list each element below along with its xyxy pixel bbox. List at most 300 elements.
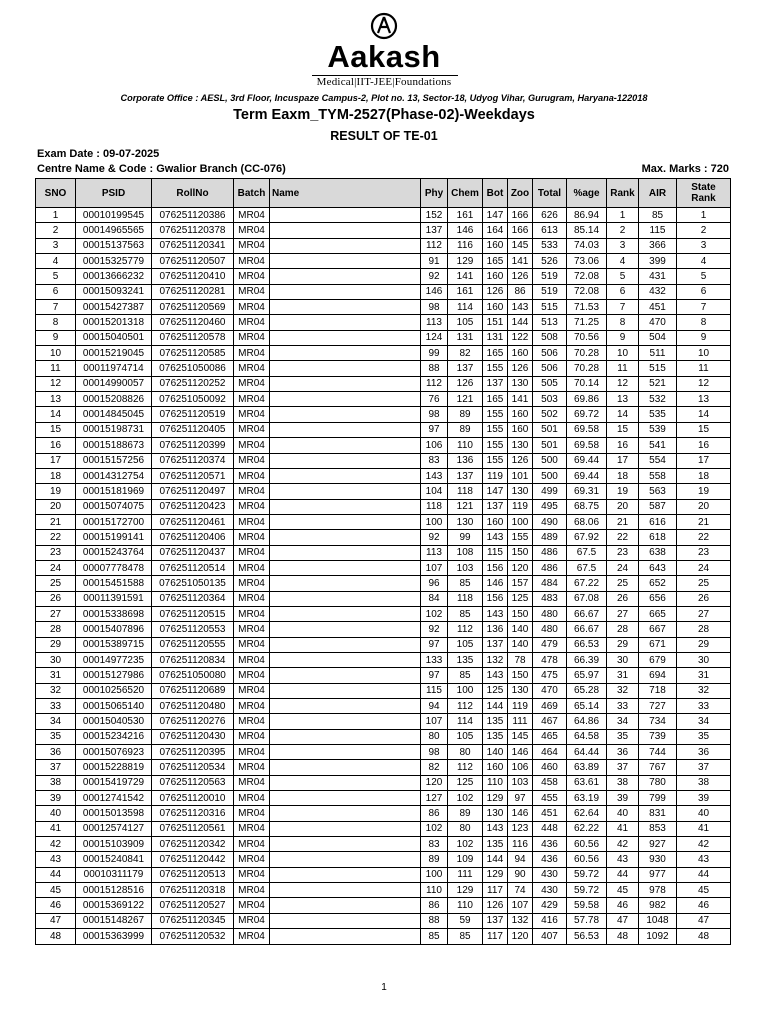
cell-chem: 135: [448, 652, 483, 667]
cell-chem: 131: [448, 330, 483, 345]
cell-bot: 143: [483, 606, 508, 621]
cell-batch: MR04: [234, 376, 270, 391]
cell-total: 448: [533, 821, 567, 836]
table-row: [36, 208, 731, 223]
cell-rollno: 076251120555: [152, 637, 234, 652]
cell-rank: 41: [607, 821, 639, 836]
cell-psid: 00015407896: [76, 622, 152, 637]
cell-rollno: 076251120553: [152, 622, 234, 637]
cell-phy: 76: [421, 392, 448, 407]
cell-rank: 38: [607, 775, 639, 790]
cell-psid: 00010256520: [76, 683, 152, 698]
table-row: [36, 729, 731, 744]
cell-rank: 25: [607, 576, 639, 591]
cell-psid: 00010311179: [76, 867, 152, 882]
cell-psid: 00015325779: [76, 254, 152, 269]
cell-zoo: 146: [508, 745, 533, 760]
cell-air: 665: [639, 606, 677, 621]
cell-bot: 156: [483, 560, 508, 575]
cell-percentage: 68.75: [567, 499, 607, 514]
cell-zoo: 103: [508, 775, 533, 790]
cell-rollno: 076251120563: [152, 775, 234, 790]
cell-bot: 137: [483, 913, 508, 928]
cell-sno: 37: [36, 760, 76, 775]
cell-chem: 112: [448, 622, 483, 637]
cell-phy: 104: [421, 484, 448, 499]
cell-percentage: 59.72: [567, 867, 607, 882]
cell-state-rank: 12: [677, 376, 731, 391]
cell-air: 541: [639, 438, 677, 453]
table-row: [36, 223, 731, 238]
cell-air: 399: [639, 254, 677, 269]
cell-percentage: 63.19: [567, 791, 607, 806]
cell-name: [270, 330, 421, 345]
cell-total: 503: [533, 392, 567, 407]
cell-bot: 151: [483, 315, 508, 330]
cell-rollno: 076251120461: [152, 514, 234, 529]
cell-air: 535: [639, 407, 677, 422]
cell-sno: 17: [36, 453, 76, 468]
column-header-chem: Chem: [448, 179, 483, 208]
cell-psid: 00015228819: [76, 760, 152, 775]
cell-zoo: 132: [508, 913, 533, 928]
cell-batch: MR04: [234, 499, 270, 514]
cell-rollno: 076251050080: [152, 668, 234, 683]
cell-sno: 22: [36, 530, 76, 545]
cell-state-rank: 44: [677, 867, 731, 882]
cell-zoo: 120: [508, 929, 533, 944]
cell-batch: MR04: [234, 622, 270, 637]
column-header-bot: Bot: [483, 179, 508, 208]
cell-phy: 112: [421, 238, 448, 253]
column-header-psid: PSID: [76, 179, 152, 208]
cell-zoo: 160: [508, 407, 533, 422]
cell-sno: 44: [36, 867, 76, 882]
table-row: [36, 622, 731, 637]
cell-total: 519: [533, 269, 567, 284]
cell-percentage: 60.56: [567, 837, 607, 852]
cell-sno: 20: [36, 499, 76, 514]
cell-rank: 44: [607, 867, 639, 882]
cell-zoo: 143: [508, 300, 533, 315]
cell-bot: 155: [483, 453, 508, 468]
column-header-name: Name: [270, 179, 421, 208]
cell-zoo: 94: [508, 852, 533, 867]
cell-zoo: 86: [508, 284, 533, 299]
cell-rollno: 076251120378: [152, 223, 234, 238]
cell-name: [270, 683, 421, 698]
cell-name: [270, 637, 421, 652]
column-header-phy: Phy: [421, 179, 448, 208]
cell-sno: 35: [36, 729, 76, 744]
table-row: [36, 668, 731, 683]
cell-name: [270, 699, 421, 714]
cell-bot: 125: [483, 683, 508, 698]
cell-bot: 137: [483, 637, 508, 652]
table-row: [36, 484, 731, 499]
cell-zoo: 106: [508, 760, 533, 775]
cell-phy: 113: [421, 315, 448, 330]
cell-sno: 39: [36, 791, 76, 806]
cell-psid: 00015427387: [76, 300, 152, 315]
cell-rollno: 076251120578: [152, 330, 234, 345]
cell-chem: 108: [448, 545, 483, 560]
cell-chem: 111: [448, 867, 483, 882]
cell-total: 429: [533, 898, 567, 913]
cell-air: 694: [639, 668, 677, 683]
cell-bot: 115: [483, 545, 508, 560]
cell-zoo: 157: [508, 576, 533, 591]
cell-sno: 19: [36, 484, 76, 499]
cell-percentage: 66.53: [567, 637, 607, 652]
cell-zoo: 97: [508, 791, 533, 806]
cell-rollno: 076251120532: [152, 929, 234, 944]
cell-psid: 00014312754: [76, 468, 152, 483]
cell-total: 513: [533, 315, 567, 330]
cell-state-rank: 19: [677, 484, 731, 499]
cell-chem: 109: [448, 852, 483, 867]
cell-state-rank: 45: [677, 883, 731, 898]
cell-rank: 27: [607, 606, 639, 621]
cell-psid: 00015243764: [76, 545, 152, 560]
cell-sno: 26: [36, 591, 76, 606]
cell-state-rank: 7: [677, 300, 731, 315]
cell-air: 532: [639, 392, 677, 407]
cell-zoo: 166: [508, 208, 533, 223]
cell-state-rank: 11: [677, 361, 731, 376]
cell-name: [270, 223, 421, 238]
cell-phy: 102: [421, 821, 448, 836]
cell-percentage: 59.72: [567, 883, 607, 898]
cell-rollno: 076251120342: [152, 837, 234, 852]
table-row: [36, 346, 731, 361]
cell-phy: 118: [421, 499, 448, 514]
cell-total: 470: [533, 683, 567, 698]
cell-psid: 00015127986: [76, 668, 152, 683]
cell-name: [270, 791, 421, 806]
cell-batch: MR04: [234, 867, 270, 882]
cell-sno: 12: [36, 376, 76, 391]
cell-percentage: 67.92: [567, 530, 607, 545]
cell-phy: 152: [421, 208, 448, 223]
cell-psid: 00015240841: [76, 852, 152, 867]
cell-state-rank: 31: [677, 668, 731, 683]
table-row: [36, 560, 731, 575]
cell-rollno: 076251120519: [152, 407, 234, 422]
cell-total: 416: [533, 913, 567, 928]
cell-sno: 24: [36, 560, 76, 575]
cell-psid: 00015157256: [76, 453, 152, 468]
cell-chem: 99: [448, 530, 483, 545]
cell-bot: 126: [483, 898, 508, 913]
cell-psid: 00015198731: [76, 422, 152, 437]
cell-name: [270, 606, 421, 621]
cell-zoo: 130: [508, 438, 533, 453]
cell-rank: 21: [607, 514, 639, 529]
cell-psid: 00015040530: [76, 714, 152, 729]
exam-date: Exam Date : 09-07-2025: [37, 148, 160, 160]
cell-total: 464: [533, 745, 567, 760]
cell-psid: 00015199141: [76, 530, 152, 545]
cell-state-rank: 1: [677, 208, 731, 223]
cell-percentage: 63.89: [567, 760, 607, 775]
cell-total: 430: [533, 867, 567, 882]
cell-phy: 92: [421, 269, 448, 284]
cell-bot: 140: [483, 745, 508, 760]
cell-name: [270, 729, 421, 744]
cell-air: 718: [639, 683, 677, 698]
cell-total: 526: [533, 254, 567, 269]
cell-phy: 113: [421, 545, 448, 560]
cell-air: 679: [639, 652, 677, 667]
cell-bot: 164: [483, 223, 508, 238]
cell-percentage: 66.67: [567, 622, 607, 637]
table-row: [36, 422, 731, 437]
cell-zoo: 140: [508, 622, 533, 637]
cell-rollno: 076251120316: [152, 806, 234, 821]
table-row: [36, 269, 731, 284]
cell-bot: 135: [483, 837, 508, 852]
cell-phy: 91: [421, 254, 448, 269]
cell-name: [270, 422, 421, 437]
cell-phy: 82: [421, 760, 448, 775]
cell-rank: 46: [607, 898, 639, 913]
cell-phy: 112: [421, 376, 448, 391]
cell-batch: MR04: [234, 852, 270, 867]
cell-batch: MR04: [234, 775, 270, 790]
cell-state-rank: 17: [677, 453, 731, 468]
cell-percentage: 68.06: [567, 514, 607, 529]
cell-name: [270, 775, 421, 790]
cell-rollno: 076251120834: [152, 652, 234, 667]
cell-psid: 00007778478: [76, 560, 152, 575]
cell-rank: 23: [607, 545, 639, 560]
cell-psid: 00015137563: [76, 238, 152, 253]
cell-rank: 7: [607, 300, 639, 315]
cell-air: 515: [639, 361, 677, 376]
cell-sno: 18: [36, 468, 76, 483]
cell-rank: 43: [607, 852, 639, 867]
cell-percentage: 71.25: [567, 315, 607, 330]
cell-name: [270, 208, 421, 223]
cell-rank: 13: [607, 392, 639, 407]
cell-psid: 00015338698: [76, 606, 152, 621]
cell-name: [270, 453, 421, 468]
cell-bot: 129: [483, 867, 508, 882]
cell-rank: 31: [607, 668, 639, 683]
cell-chem: 129: [448, 254, 483, 269]
cell-zoo: 100: [508, 514, 533, 529]
cell-batch: MR04: [234, 514, 270, 529]
cell-percentage: 71.53: [567, 300, 607, 315]
cell-zoo: 155: [508, 530, 533, 545]
cell-sno: 16: [36, 438, 76, 453]
cell-chem: 59: [448, 913, 483, 928]
cell-bot: 144: [483, 852, 508, 867]
cell-chem: 82: [448, 346, 483, 361]
aakash-emblem-icon: [370, 12, 398, 40]
column-header-state-rank: State Rank: [677, 179, 731, 208]
cell-sno: 1: [36, 208, 76, 223]
cell-psid: 00011391591: [76, 591, 152, 606]
cell-air: 1048: [639, 913, 677, 928]
cell-air: 671: [639, 637, 677, 652]
table-row: [36, 453, 731, 468]
cell-phy: 97: [421, 422, 448, 437]
cell-sno: 34: [36, 714, 76, 729]
cell-chem: 100: [448, 683, 483, 698]
cell-rank: 48: [607, 929, 639, 944]
cell-bot: 130: [483, 806, 508, 821]
cell-rollno: 076251120515: [152, 606, 234, 621]
cell-state-rank: 40: [677, 806, 731, 821]
cell-total: 465: [533, 729, 567, 744]
cell-phy: 98: [421, 407, 448, 422]
cell-psid: 00015181969: [76, 484, 152, 499]
cell-air: 978: [639, 883, 677, 898]
cell-zoo: 111: [508, 714, 533, 729]
cell-rank: 17: [607, 453, 639, 468]
table-row: [36, 760, 731, 775]
cell-bot: 160: [483, 238, 508, 253]
cell-total: 519: [533, 284, 567, 299]
cell-rollno: 076251120318: [152, 883, 234, 898]
cell-total: 506: [533, 346, 567, 361]
cell-percentage: 65.97: [567, 668, 607, 683]
table-row: [36, 714, 731, 729]
cell-chem: 118: [448, 591, 483, 606]
cell-zoo: 119: [508, 699, 533, 714]
cell-bot: 147: [483, 208, 508, 223]
cell-percentage: 69.44: [567, 468, 607, 483]
cell-zoo: 150: [508, 606, 533, 621]
cell-batch: MR04: [234, 545, 270, 560]
cell-percentage: 67.22: [567, 576, 607, 591]
cell-chem: 85: [448, 606, 483, 621]
cell-rank: 32: [607, 683, 639, 698]
cell-rollno: 076251050135: [152, 576, 234, 591]
cell-bot: 135: [483, 714, 508, 729]
cell-rank: 34: [607, 714, 639, 729]
cell-sno: 30: [36, 652, 76, 667]
cell-chem: 102: [448, 837, 483, 852]
cell-rank: 45: [607, 883, 639, 898]
cell-state-rank: 3: [677, 238, 731, 253]
cell-batch: MR04: [234, 745, 270, 760]
cell-batch: MR04: [234, 530, 270, 545]
cell-state-rank: 48: [677, 929, 731, 944]
cell-batch: MR04: [234, 422, 270, 437]
cell-name: [270, 913, 421, 928]
cell-batch: MR04: [234, 791, 270, 806]
cell-chem: 161: [448, 284, 483, 299]
column-header-rank: Rank: [607, 179, 639, 208]
cell-sno: 40: [36, 806, 76, 821]
cell-state-rank: 28: [677, 622, 731, 637]
cell-percentage: 64.58: [567, 729, 607, 744]
cell-psid: 00015234216: [76, 729, 152, 744]
cell-rollno: 076251120534: [152, 760, 234, 775]
cell-zoo: 160: [508, 422, 533, 437]
cell-phy: 80: [421, 729, 448, 744]
cell-batch: MR04: [234, 929, 270, 944]
aakash-logo-mark: [0, 12, 768, 42]
cell-chem: 112: [448, 699, 483, 714]
cell-air: 734: [639, 714, 677, 729]
cell-rank: 26: [607, 591, 639, 606]
cell-state-rank: 14: [677, 407, 731, 422]
cell-batch: MR04: [234, 699, 270, 714]
cell-air: 767: [639, 760, 677, 775]
cell-sno: 21: [36, 514, 76, 529]
cell-psid: 00015369122: [76, 898, 152, 913]
table-row: [36, 745, 731, 760]
cell-name: [270, 407, 421, 422]
cell-bot: 155: [483, 438, 508, 453]
cell-phy: 98: [421, 300, 448, 315]
cell-rollno: 076251120252: [152, 376, 234, 391]
cell-total: 480: [533, 622, 567, 637]
cell-phy: 107: [421, 560, 448, 575]
cell-psid: 00015040501: [76, 330, 152, 345]
cell-rank: 20: [607, 499, 639, 514]
cell-batch: MR04: [234, 652, 270, 667]
cell-phy: 110: [421, 883, 448, 898]
cell-percentage: 70.28: [567, 361, 607, 376]
cell-bot: 160: [483, 514, 508, 529]
cell-name: [270, 576, 421, 591]
cell-bot: 117: [483, 883, 508, 898]
cell-name: [270, 560, 421, 575]
page-number: 1: [381, 982, 387, 993]
cell-state-rank: 6: [677, 284, 731, 299]
cell-state-rank: 5: [677, 269, 731, 284]
table-row: [36, 652, 731, 667]
cell-rollno: 076251120442: [152, 852, 234, 867]
cell-phy: 84: [421, 591, 448, 606]
cell-total: 500: [533, 468, 567, 483]
cell-total: 489: [533, 530, 567, 545]
cell-chem: 116: [448, 238, 483, 253]
cell-batch: MR04: [234, 315, 270, 330]
cell-rollno: 076251120514: [152, 560, 234, 575]
table-row: [36, 898, 731, 913]
cell-state-rank: 8: [677, 315, 731, 330]
cell-air: 554: [639, 453, 677, 468]
cell-name: [270, 714, 421, 729]
cell-rank: 11: [607, 361, 639, 376]
cell-zoo: 107: [508, 898, 533, 913]
cell-chem: 85: [448, 576, 483, 591]
cell-total: 469: [533, 699, 567, 714]
cell-chem: 112: [448, 760, 483, 775]
table-row: [36, 683, 731, 698]
cell-sno: 36: [36, 745, 76, 760]
cell-total: 515: [533, 300, 567, 315]
cell-rollno: 076251120410: [152, 269, 234, 284]
cell-percentage: 66.39: [567, 652, 607, 667]
cell-name: [270, 376, 421, 391]
cell-bot: 165: [483, 346, 508, 361]
cell-air: 504: [639, 330, 677, 345]
cell-phy: 143: [421, 468, 448, 483]
cell-psid: 00015076923: [76, 745, 152, 760]
cell-rollno: 076251050086: [152, 361, 234, 376]
cell-state-rank: 29: [677, 637, 731, 652]
cell-sno: 32: [36, 683, 76, 698]
cell-state-rank: 43: [677, 852, 731, 867]
cell-rollno: 076251120437: [152, 545, 234, 560]
